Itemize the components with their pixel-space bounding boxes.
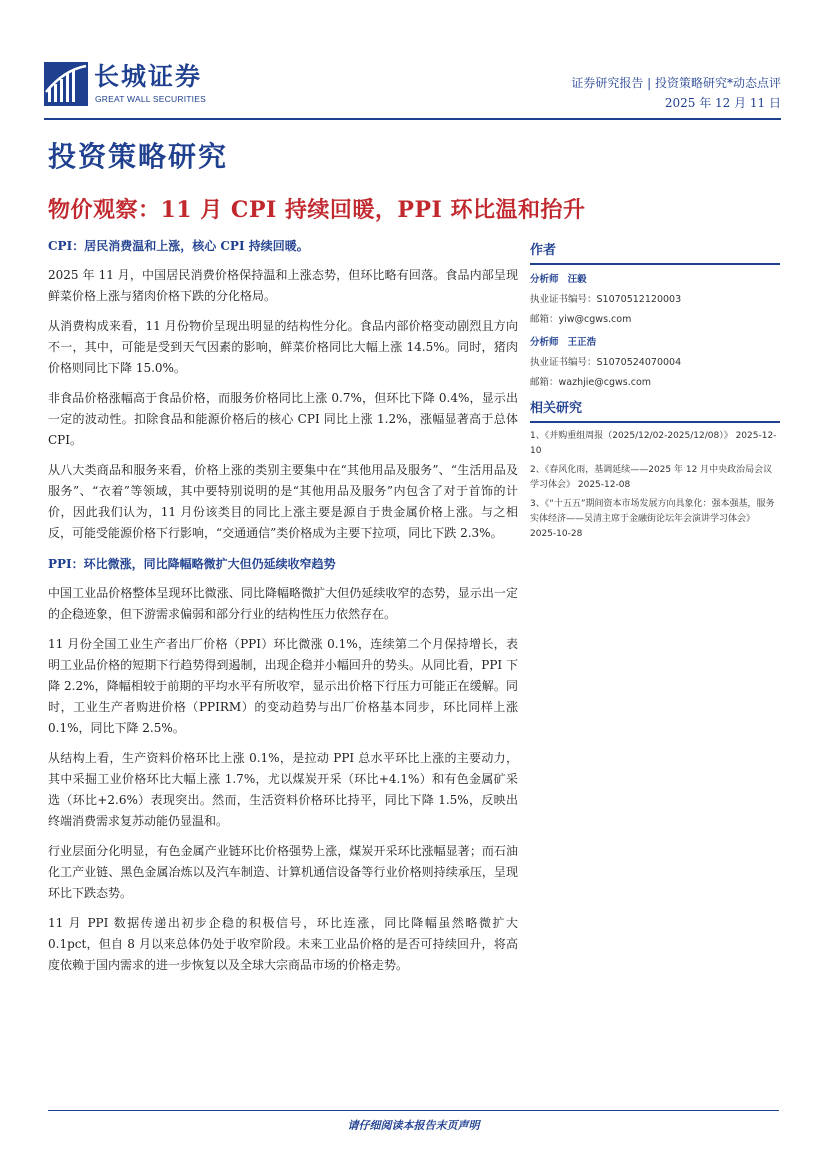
author-cert xyxy=(530,293,780,306)
footer-divider xyxy=(48,1110,779,1111)
sidebar xyxy=(530,241,780,542)
great-wall-logo-icon xyxy=(44,62,88,106)
related-item[interactable]: 1、《并购重组周报（2025/12/02-2025/12/08）》 2025-12-10 xyxy=(530,431,777,456)
cert-number: S1070524070004 xyxy=(596,357,682,368)
related-item[interactable]: 2、《春风化雨，基调延续——2025 年 12 月中央政治局会议学习体会》 2025-12-08 xyxy=(530,465,773,490)
company-logo xyxy=(44,62,244,108)
footer-disclaimer: 请仔细阅读本报告末页声明 xyxy=(347,1119,480,1132)
logo-en-text: GREAT WALL SECURITIES xyxy=(95,94,206,104)
paragraph: 行业层面分化明显，有色金属产业链环比价格强势上涨，煤炭开采环比涨幅显著；而石油化工产业链、黑色金属冶炼以及汽车制造、计算机通信设备等行业价格则持续承压，呈现环比下跌态势。 xyxy=(48,844,518,900)
author-block xyxy=(530,336,780,389)
author-block xyxy=(530,273,780,326)
header-divider xyxy=(44,118,781,120)
email-label: 邮箱： xyxy=(530,377,559,388)
paragraph: 2025 年 11 月，中国居民消费价格保持温和上涨态势，但环比略有回落。食品内部呈现鲜菜价格上涨与猪肉价格下跌的分化格局。 xyxy=(48,268,518,303)
author-name: 王正浩 xyxy=(567,337,597,348)
cert-number: S1070512120003 xyxy=(596,294,682,305)
report-date: 2025 年 12 月 11 日 xyxy=(664,96,781,110)
author-role: 分析师 xyxy=(530,337,559,348)
author-cert xyxy=(530,356,780,369)
related-research-heading: 相关研究 xyxy=(530,399,780,423)
logo-cn-text: 长城证券 xyxy=(94,62,203,91)
cert-label: 执业证书编号： xyxy=(530,357,597,368)
author-role: 分析师 xyxy=(530,274,559,285)
report-meta xyxy=(571,73,781,113)
email-link[interactable]: wazhjie@cgws.com xyxy=(558,377,652,388)
email-link[interactable]: yiw@cgws.com xyxy=(558,314,632,325)
author-email xyxy=(530,313,780,326)
related-item[interactable]: 3、《“十五五”期间资本市场发展方向具象化：强本强基，服务实体经济——吴清主席于金融街论坛年会演讲学习体会》 2025-10-28 xyxy=(530,499,775,539)
main-content xyxy=(48,234,518,976)
section-heading-cpi: CPI：居民消费温和上涨，核心 CPI 持续回暖。 xyxy=(48,239,309,253)
cert-label: 执业证书编号： xyxy=(530,294,597,305)
paragraph: 中国工业品价格整体呈现环比微涨、同比降幅略微扩大但仍延续收窄的态势，显示出一定的企稳迹象，但下游需求偏弱和部分行业的结构性压力依然存在。 xyxy=(48,586,518,621)
author-name: 汪毅 xyxy=(567,274,587,285)
paragraph: 从结构上看，生产资料价格环比上涨 0.1%，是拉动 PPI 总水平环比上涨的主要动力，其中采掘工业价格环比大幅上涨 1.7%，尤以煤炭开采（环比+4.1%）和有色金属矿采选（环比+2.6%）表现突出。然而，生活资料价格环比持平，同比下降 1.5%，反映出终端消费需求复苏动能仍显温和。 xyxy=(48,751,518,828)
paragraph: 从八大类商品和服务来看，价格上涨的类别主要集中在“其他用品及服务”、“生活用品及服务”、“衣着”等领域，其中要特别说明的是“其他用品及服务”内包含了对于首饰的计价，因此我们认为，11 月份该类目的同比上涨主要是源自于贵金属价格上涨。与之相反，可能受能源价格下行影响，“交通通信”类价格成为主要下拉项，同比下跌 2.3%。 xyxy=(48,463,518,540)
paragraph: 非食品价格涨幅高于食品价格，而服务价格同比上涨 0.7%，但环比下降 0.4%，显示出一定的波动性。扣除食品和能源价格后的核心 CPI 同比上涨 1.2%，涨幅显著高于总体 CPI。 xyxy=(48,391,518,447)
report-type: 证券研究报告 | 投资策略研究*动态点评 xyxy=(571,76,781,90)
paragraph: 从消费构成来看，11 月份物价呈现出明显的结构性分化。食品内部价格变动剧烈且方向不一，其中，可能是受到天气因素的影响，鲜菜价格同比大幅上涨 14.5%。同时，猪肉价格则同比下降 15.0%。 xyxy=(48,319,518,375)
paragraph: 11 月 PPI 数据传递出初步企稳的积极信号，环比连涨，同比降幅虽然略微扩大 0.1pct，但自 8 月以来总体仍处于收窄阶段。未来工业品价格的是否可持续回升，将高度依赖于国内需求的进一步恢复以及全球大宗商品市场的价格走势。 xyxy=(48,916,518,972)
report-title: 物价观察：11 月 CPI 持续回暖，PPI 环比温和抬升 xyxy=(48,197,586,223)
authors-heading: 作者 xyxy=(530,241,780,265)
paragraph: 11 月份全国工业生产者出厂价格（PPI）环比微涨 0.1%，连续第二个月保持增长，表明工业品价格的短期下行趋势得到遏制，出现企稳并小幅回升的势头。从同比看，PPI 下降 2.2%，降幅相较于前期的平均水平有所收窄，显示出价格下行压力可能正在缓解。同时，工业生产者购进价格（PPIRM）的变动趋势与出厂价格基本同步，环比同样上涨 0.1%，同比下降 2.5%。 xyxy=(48,637,518,735)
author-line xyxy=(530,273,780,286)
page-title: 投资策略研究 xyxy=(48,140,229,173)
section-heading-ppi: PPI：环比微涨，同比降幅略微扩大但仍延续收窄趋势 xyxy=(48,557,336,571)
author-line xyxy=(530,336,780,349)
author-email xyxy=(530,376,780,389)
email-label: 邮箱： xyxy=(530,314,559,325)
